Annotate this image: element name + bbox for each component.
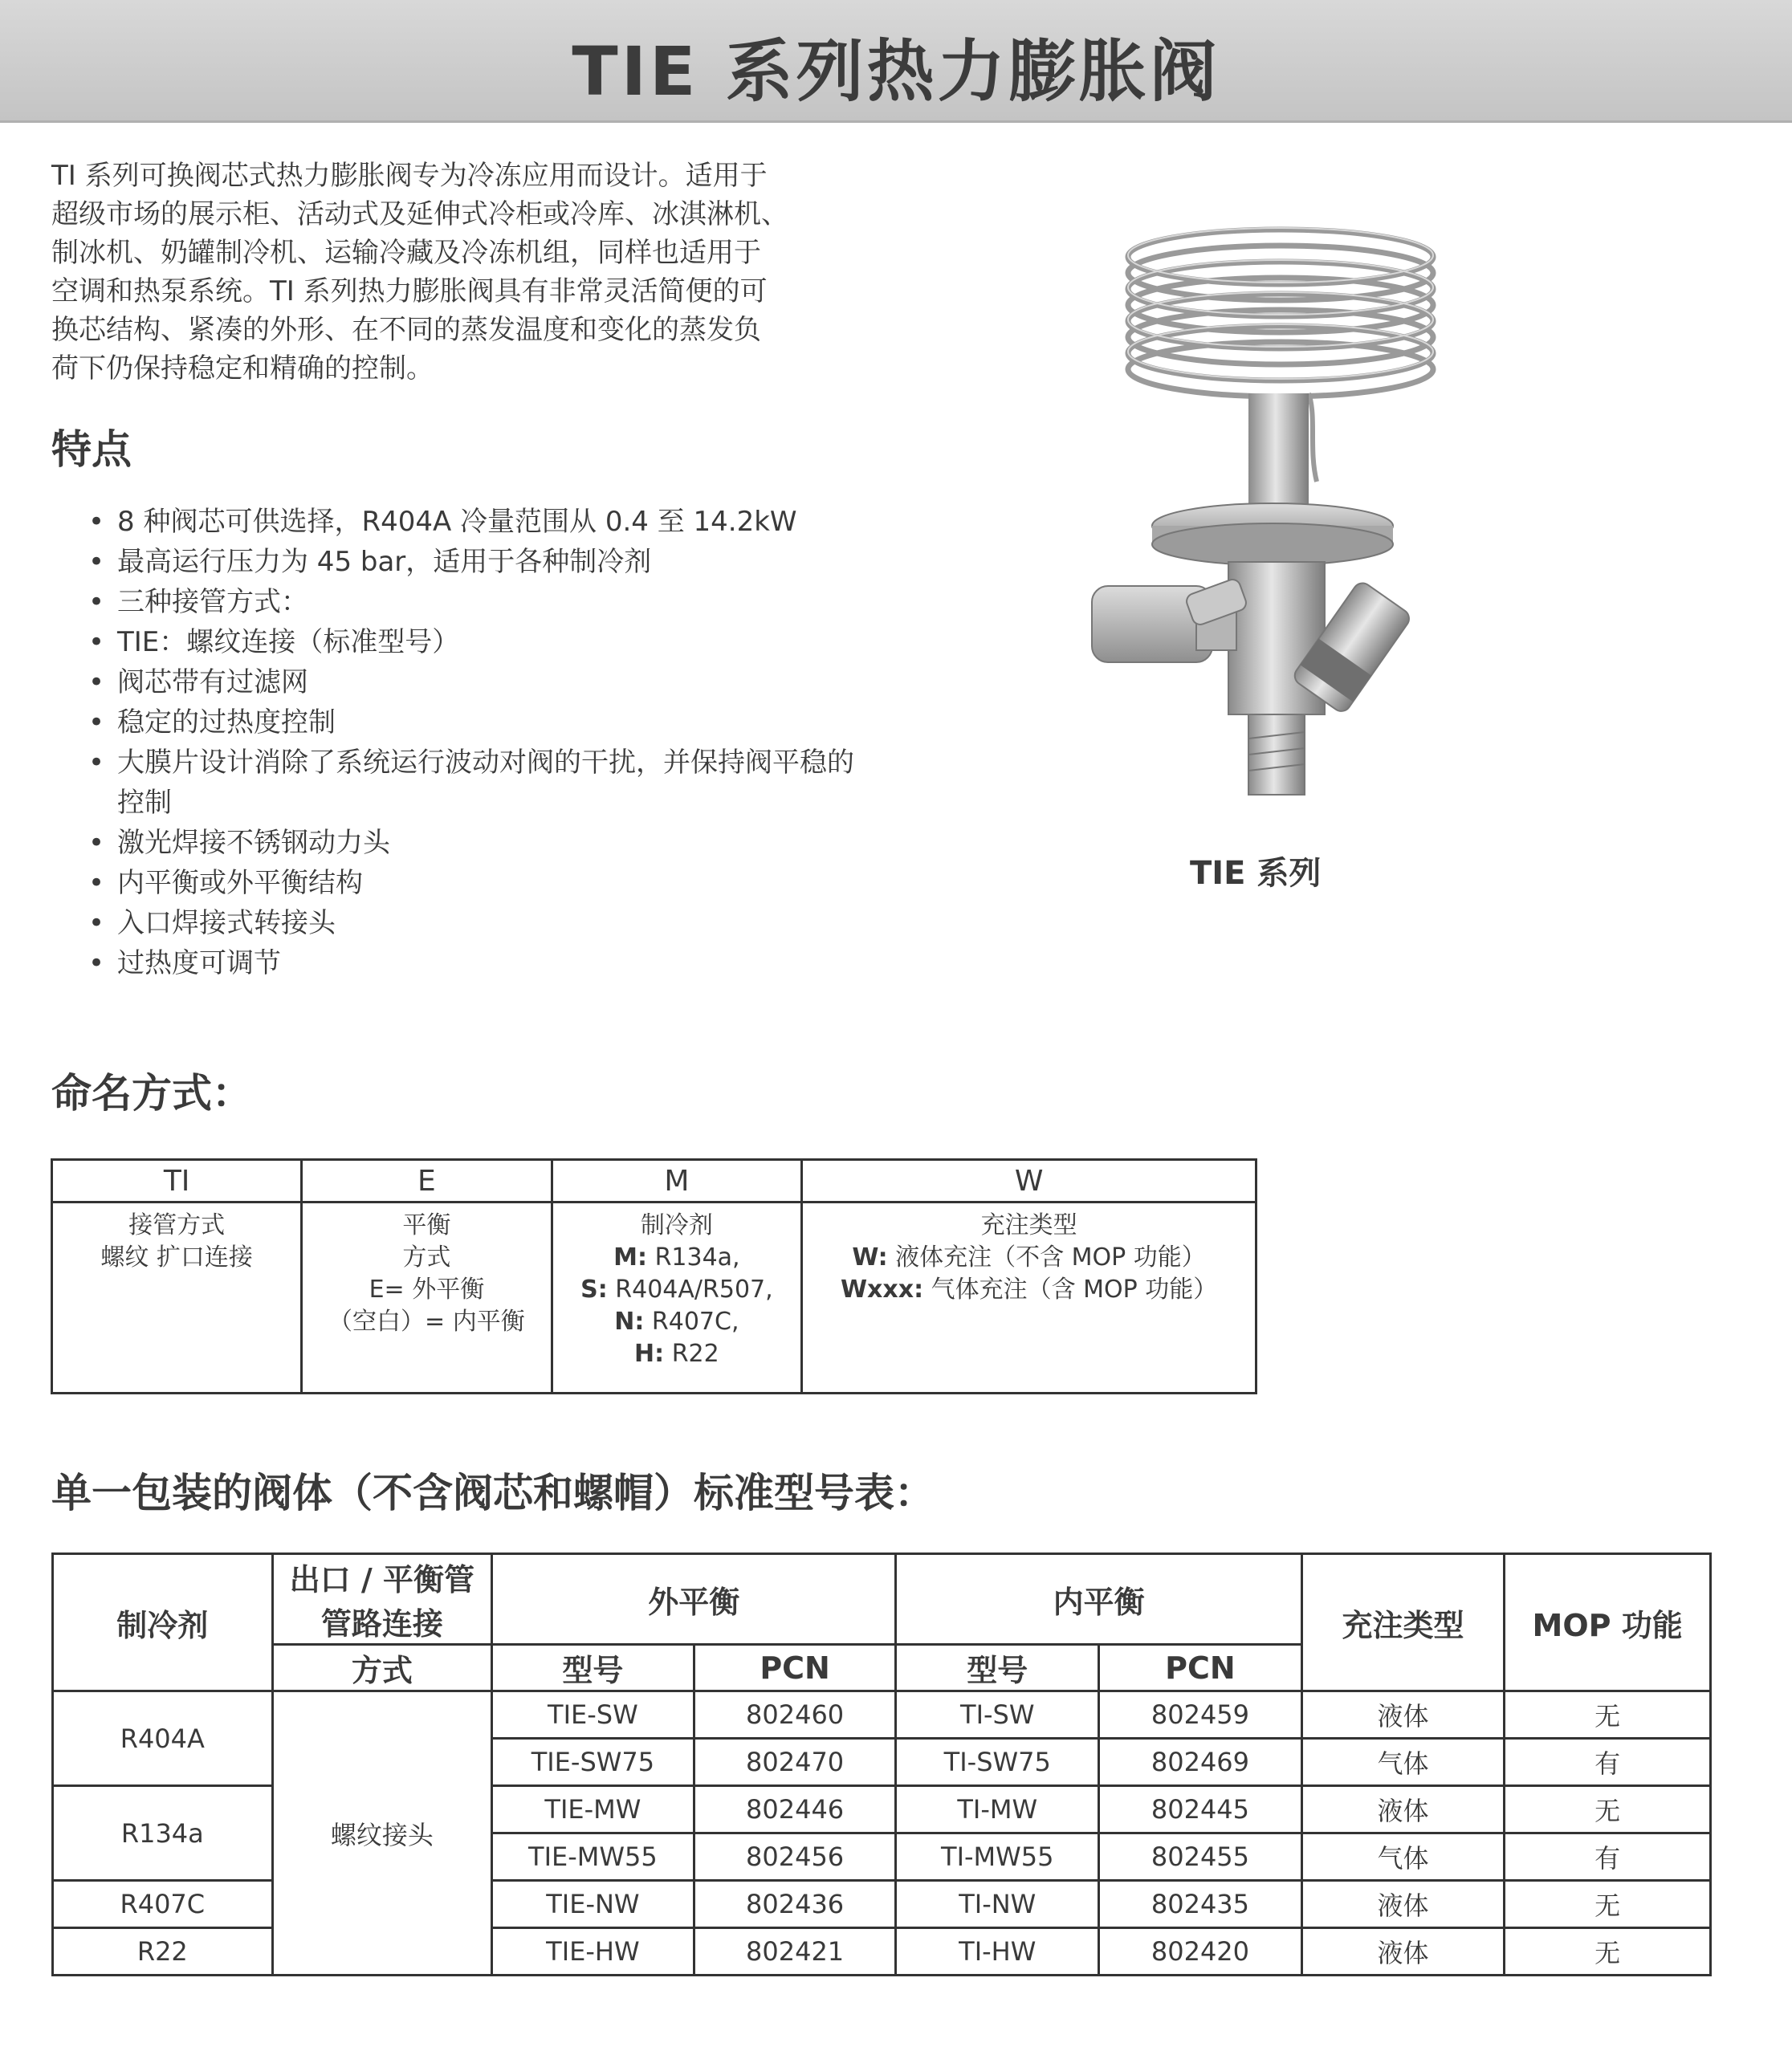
naming-value: R22 bbox=[664, 1340, 719, 1368]
int-model-cell: TI-NW bbox=[896, 1881, 1099, 1928]
feature-item: • 内平衡或外平衡结构 bbox=[88, 863, 859, 903]
naming-text: 平衡 bbox=[402, 1211, 451, 1239]
feature-item: • 过热度可调节 bbox=[88, 943, 859, 983]
fill-cell: 液体 bbox=[1301, 1691, 1505, 1739]
fill-cell: 气体 bbox=[1301, 1739, 1505, 1786]
feature-item: • 阀芯带有过滤网 bbox=[88, 662, 859, 702]
int-model-cell: TI-SW75 bbox=[896, 1739, 1099, 1786]
ext-model-cell: TIE-MW bbox=[492, 1786, 694, 1833]
naming-value: 气体充注（含 MOP 功能） bbox=[923, 1276, 1218, 1304]
intro-line: 换芯结构、紧凑的外形、在不同的蒸发温度和变化的蒸发负 bbox=[51, 314, 761, 346]
product-caption: TIE 系列 bbox=[1190, 855, 1322, 892]
header-connection: 方式 bbox=[272, 1645, 491, 1691]
header-internal-balance: 内平衡 bbox=[896, 1554, 1301, 1645]
ext-pcn-cell: 802456 bbox=[694, 1833, 896, 1881]
mop-cell: 无 bbox=[1505, 1928, 1711, 1976]
naming-cell-balance bbox=[302, 1203, 552, 1394]
naming-code: W: bbox=[852, 1243, 888, 1272]
features-list bbox=[88, 502, 859, 983]
models-heading: 单一包装的阀体（不含阀芯和螺帽）标准型号表： bbox=[51, 1470, 935, 1516]
naming-text bbox=[553, 1242, 801, 1274]
naming-cell-refrigerant bbox=[552, 1203, 802, 1394]
naming-text bbox=[803, 1274, 1255, 1306]
int-model-cell: TI-MW bbox=[896, 1786, 1099, 1833]
feature-item: • 大膜片设计消除了系统运行波动对阀的干扰，并保持阀平稳的控制 bbox=[88, 743, 859, 823]
ext-pcn-cell: 802421 bbox=[694, 1928, 896, 1976]
header-external-balance: 外平衡 bbox=[492, 1554, 896, 1645]
mop-cell: 有 bbox=[1505, 1833, 1711, 1881]
int-pcn-cell: 802445 bbox=[1099, 1786, 1302, 1833]
refrigerant-cell: R134a bbox=[53, 1786, 273, 1881]
ext-model-cell: TIE-NW bbox=[492, 1881, 694, 1928]
models-header-row bbox=[53, 1554, 1711, 1600]
feature-item: • TIE：螺纹连接（标准型号） bbox=[88, 622, 859, 662]
mop-cell: 有 bbox=[1505, 1739, 1711, 1786]
intro-line: 超级市场的展示柜、活动式及延伸式冷柜或冷库、冰淇淋机、 bbox=[51, 198, 788, 230]
feature-item: • 三种接管方式： bbox=[88, 582, 859, 622]
int-model-cell: TI-SW bbox=[896, 1691, 1099, 1739]
ext-model-cell: TIE-MW55 bbox=[492, 1833, 694, 1881]
header-model: 型号 bbox=[896, 1645, 1099, 1691]
fill-cell: 液体 bbox=[1301, 1786, 1505, 1833]
intro-line: 空调和热泵系统。TI 系列热力膨胀阀具有非常灵活简便的可 bbox=[51, 275, 768, 307]
valve-product-image bbox=[1068, 209, 1485, 851]
feature-item: • 稳定的过热度控制 bbox=[88, 702, 859, 743]
mop-cell: 无 bbox=[1505, 1881, 1711, 1928]
refrigerant-cell: R404A bbox=[53, 1691, 273, 1786]
intro-paragraph bbox=[51, 157, 870, 388]
naming-text bbox=[553, 1274, 801, 1306]
models-table bbox=[51, 1552, 1712, 1976]
naming-header-cell: TI bbox=[52, 1160, 302, 1203]
naming-value: R404A/R507, bbox=[607, 1276, 773, 1304]
header-model: 型号 bbox=[492, 1645, 694, 1691]
header-pcn: PCN bbox=[1099, 1645, 1302, 1691]
ext-pcn-cell: 802460 bbox=[694, 1691, 896, 1739]
naming-text: 方式 bbox=[402, 1243, 451, 1272]
title-banner bbox=[0, 0, 1792, 123]
feature-item: • 入口焊接式转接头 bbox=[88, 903, 859, 943]
naming-text: 充注类型 bbox=[980, 1211, 1077, 1239]
ext-model-cell: TIE-SW bbox=[492, 1691, 694, 1739]
feature-item: • 8 种阀芯可供选择，R404A 冷量范围从 0.4 至 14.2kW bbox=[88, 502, 859, 542]
naming-text bbox=[553, 1306, 801, 1338]
int-pcn-cell: 802420 bbox=[1099, 1928, 1302, 1976]
naming-code: N: bbox=[614, 1308, 645, 1336]
mop-cell: 无 bbox=[1505, 1786, 1711, 1833]
naming-value: 液体充注（不含 MOP 功能） bbox=[887, 1243, 1206, 1272]
ext-pcn-cell: 802446 bbox=[694, 1786, 896, 1833]
connection-cell: 螺纹接头 bbox=[272, 1691, 491, 1976]
ext-model-cell: TIE-HW bbox=[492, 1928, 694, 1976]
header-mop: MOP 功能 bbox=[1505, 1554, 1711, 1691]
naming-heading: 命名方式： bbox=[51, 1070, 252, 1117]
naming-text: 制冷剂 bbox=[640, 1211, 713, 1239]
naming-code: Wxxx: bbox=[840, 1276, 924, 1304]
naming-code: M: bbox=[613, 1243, 648, 1272]
naming-value: R407C, bbox=[644, 1308, 739, 1336]
int-model-cell: TI-MW55 bbox=[896, 1833, 1099, 1881]
refrigerant-cell: R22 bbox=[53, 1928, 273, 1976]
page-title: TIE 系列热力膨胀阀 bbox=[572, 32, 1220, 111]
naming-header-row bbox=[52, 1160, 1256, 1203]
table-row bbox=[53, 1691, 1711, 1739]
naming-text bbox=[553, 1338, 801, 1370]
mop-cell: 无 bbox=[1505, 1691, 1711, 1739]
naming-table bbox=[51, 1158, 1257, 1394]
naming-code: S: bbox=[580, 1276, 608, 1304]
naming-text: E= 外平衡 bbox=[369, 1276, 485, 1304]
int-model-cell: TI-HW bbox=[896, 1928, 1099, 1976]
header-fill-type: 充注类型 bbox=[1301, 1554, 1505, 1691]
naming-body-row bbox=[52, 1203, 1256, 1394]
naming-text: 接管方式 bbox=[128, 1211, 226, 1239]
int-pcn-cell: 802459 bbox=[1099, 1691, 1302, 1739]
fill-cell: 液体 bbox=[1301, 1881, 1505, 1928]
refrigerant-cell: R407C bbox=[53, 1881, 273, 1928]
int-pcn-cell: 802455 bbox=[1099, 1833, 1302, 1881]
feature-item: • 最高运行压力为 45 bar，适用于各种制冷剂 bbox=[88, 542, 859, 582]
naming-text bbox=[803, 1242, 1255, 1274]
fill-cell: 液体 bbox=[1301, 1928, 1505, 1976]
fill-cell: 气体 bbox=[1301, 1833, 1505, 1881]
intro-line: 制冰机、奶罐制冷机、运输冷藏及冷冻机组，同样也适用于 bbox=[51, 237, 761, 269]
naming-text: （空白）= 内平衡 bbox=[328, 1308, 525, 1336]
naming-cell-fill-type bbox=[802, 1203, 1256, 1394]
naming-text: 螺纹 扩口连接 bbox=[100, 1243, 253, 1272]
naming-header-cell: W bbox=[802, 1160, 1256, 1203]
ext-pcn-cell: 802470 bbox=[694, 1739, 896, 1786]
header-connection: 管路连接 bbox=[272, 1599, 491, 1645]
naming-header-cell: E bbox=[302, 1160, 552, 1203]
header-connection: 出口 / 平衡管 bbox=[272, 1554, 491, 1600]
header-pcn: PCN bbox=[694, 1645, 896, 1691]
intro-line: TI 系列可换阀芯式热力膨胀阀专为冷冻应用而设计。适用于 bbox=[51, 160, 768, 192]
header-refrigerant: 制冷剂 bbox=[53, 1554, 273, 1691]
naming-code: H: bbox=[634, 1340, 665, 1368]
naming-value: R134a, bbox=[647, 1243, 740, 1272]
naming-cell-connection bbox=[52, 1203, 302, 1394]
naming-header-cell: M bbox=[552, 1160, 802, 1203]
ext-model-cell: TIE-SW75 bbox=[492, 1739, 694, 1786]
int-pcn-cell: 802435 bbox=[1099, 1881, 1302, 1928]
intro-line: 荷下仍保持稳定和精确的控制。 bbox=[51, 352, 434, 385]
features-heading: 特点 bbox=[51, 426, 132, 473]
feature-item: • 激光焊接不锈钢动力头 bbox=[88, 823, 859, 863]
ext-pcn-cell: 802436 bbox=[694, 1881, 896, 1928]
int-pcn-cell: 802469 bbox=[1099, 1739, 1302, 1786]
